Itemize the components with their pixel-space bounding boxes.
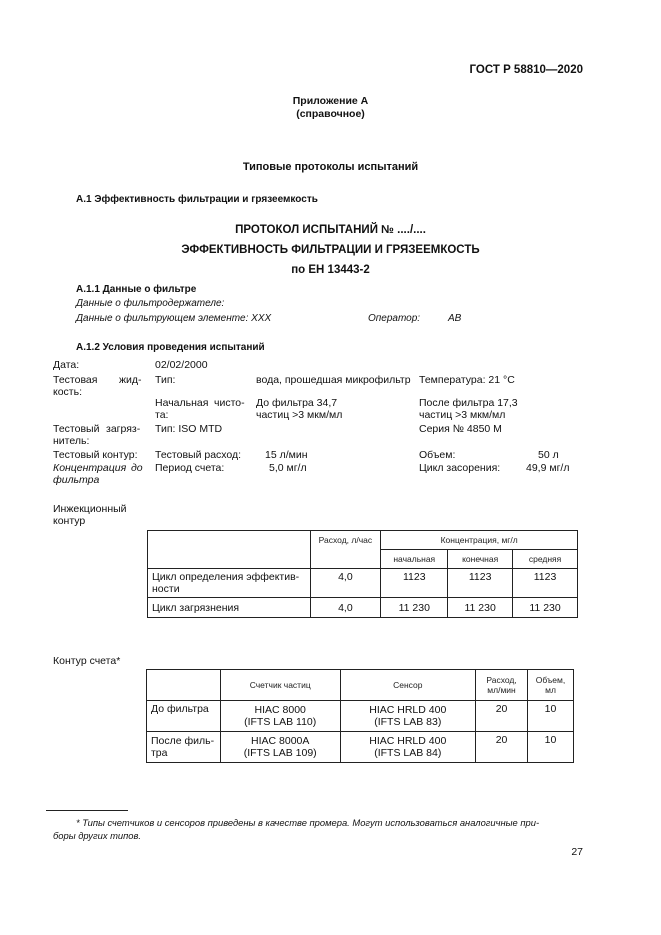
counting-header-sensor: Сенсор [340, 670, 476, 701]
a1-heading: А.1 Эффективность фильтрации и грязеемкость [76, 194, 318, 205]
section-title: Типовые протоколы испытаний [242, 161, 419, 173]
a12-heading: А.1.2 Условия проведения испытаний [76, 342, 265, 353]
row-name-line-1: Цикл определения эффектив- [152, 571, 300, 583]
after-filter-2: частиц >3 мкм/мл [419, 409, 506, 421]
footnote-line-2: боры других типов. [53, 830, 141, 841]
injection-header-concentration: Концентрация, мг/л [381, 531, 578, 550]
purity-label-2: та: [155, 409, 169, 421]
row-sensor-line-1: HIAC HRLD 400 [369, 735, 447, 747]
volume-label: Объем: [419, 449, 456, 461]
counting-header-counter: Счетчик частиц [220, 670, 340, 701]
row-name-line-2: ности [152, 583, 180, 595]
operator-value: АВ [448, 313, 462, 324]
row-sensor-line-2: (IFTS LAB 84) [374, 747, 442, 759]
row-name [148, 569, 311, 598]
liquid-label-2: кость: [53, 386, 82, 398]
counting-table [146, 669, 574, 763]
temperature: Температура: 21 °С [419, 374, 515, 386]
footnote-line-1: * Типы счетчиков и сенсоров приведены в качестве промера. Могут использоваться аналогичные при- [76, 817, 540, 828]
row-final: 1123 [448, 569, 513, 598]
type-value: вода, прошедшая микрофильтр [256, 374, 411, 386]
date-value: 02/02/2000 [155, 359, 208, 371]
counting-header-flow-line-1: Расход, [486, 675, 517, 685]
protocol-line-3: по ЕН 13443-2 [291, 264, 370, 276]
injection-header-initial: начальная [381, 550, 448, 569]
standard-number: ГОСТ Р 58810—2020 [469, 64, 583, 76]
flow-label: Тестовый расход: [155, 449, 242, 461]
protocol-line-1: ПРОТОКОЛ ИСПЫТАНИЙ № ..../.... [235, 224, 426, 236]
cycle-value: 49,9 мг/л [526, 462, 570, 474]
volume-value: 50 л [538, 449, 559, 461]
appendix-note: (справочное) [296, 108, 365, 120]
injection-header-flow: Расход, л/час [310, 531, 381, 569]
row-flow: 4,0 [310, 598, 381, 618]
table-row [148, 598, 578, 618]
row-name: До фильтра [147, 701, 221, 732]
injection-header-final: конечная [448, 550, 513, 569]
appendix-title: Приложение А [292, 95, 369, 107]
injection-table [147, 530, 578, 618]
cycle-label: Цикл засорения: [419, 462, 501, 474]
contaminant-label-1: Тестовый [53, 423, 100, 435]
row-sensor [340, 701, 476, 732]
counting-header-volume-line-2: мл [545, 685, 556, 695]
liquid-label-1b: жид- [119, 374, 142, 386]
filter-holder-data: Данные о фильтродержателе: [76, 298, 225, 309]
counting-header-empty [147, 670, 221, 701]
period-value: 5,0 мг/л [269, 462, 307, 474]
type-label: Тип: [155, 374, 176, 386]
row-flow: 4,0 [310, 569, 381, 598]
injection-table-header-row [148, 531, 578, 550]
counting-table-header-row [147, 670, 574, 701]
circuit-label: Тестовый контур: [53, 449, 138, 461]
period-label: Период счета: [155, 462, 225, 474]
row-name [147, 732, 221, 763]
contaminant-type: Тип: ISO MTD [155, 423, 223, 435]
table-row [147, 732, 574, 763]
date-label: Дата: [53, 359, 80, 371]
concentration-label-2: фильтра [53, 474, 100, 486]
page-number: 27 [571, 846, 583, 858]
row-counter-line-2: (IFTS LAB 109) [243, 747, 317, 759]
before-filter-2: частиц >3 мкм/мл [256, 409, 343, 421]
after-filter-1: После фильтра 17,3 [419, 397, 518, 409]
footnote-divider [46, 810, 128, 811]
row-name-line-2: тра [151, 747, 168, 759]
counting-header-flow-line-2: мл/мин [487, 685, 516, 695]
row-average: 1123 [513, 569, 578, 598]
row-counter-line-1: HIAC 8000 [254, 704, 306, 716]
purity-label-1b: чисто- [214, 397, 245, 409]
protocol-line-2: ЭФФЕКТИВНОСТЬ ФИЛЬТРАЦИИ И ГРЯЗЕЕМКОСТЬ [181, 244, 480, 256]
counting-header-volume [528, 670, 574, 701]
counting-header-flow [476, 670, 528, 701]
row-counter [220, 732, 340, 763]
row-initial: 1123 [381, 569, 448, 598]
injection-label-2: контур [53, 515, 86, 527]
row-initial: 11 230 [381, 598, 448, 618]
concentration-label-1: Концентрация [53, 462, 127, 474]
counting-label: Контур счета* [53, 655, 121, 667]
row-name: Цикл загрязнения [148, 598, 311, 618]
row-name-line-1: После филь- [151, 735, 215, 747]
series-number: Серия № 4850 М [419, 423, 502, 435]
row-counter-line-2: (IFTS LAB 110) [244, 716, 317, 728]
row-flow: 20 [476, 701, 528, 732]
row-average: 11 230 [513, 598, 578, 618]
flow-value: 15 л/мин [265, 449, 308, 461]
row-sensor-line-1: HIAC HRLD 400 [369, 704, 447, 716]
a11-heading: А.1.1 Данные о фильтре [76, 284, 197, 295]
row-counter-line-1: HIAC 8000A [251, 735, 310, 747]
row-flow: 20 [476, 732, 528, 763]
contaminant-label-2: нитель: [53, 435, 90, 447]
table-row [148, 569, 578, 598]
row-sensor-line-2: (IFTS LAB 83) [374, 716, 442, 728]
table-row [147, 701, 574, 732]
filter-element-data: Данные о фильтрующем элементе: ХХХ [76, 313, 272, 324]
row-sensor [340, 732, 476, 763]
injection-header-empty [148, 531, 311, 569]
purity-label-1: Начальная [155, 397, 209, 409]
contaminant-label-1b: загряз- [106, 423, 141, 435]
operator-label: Оператор: [368, 313, 421, 324]
concentration-label-1b: до [131, 462, 143, 474]
liquid-label-1: Тестовая [53, 374, 98, 386]
row-volume: 10 [528, 732, 574, 763]
row-counter [220, 701, 340, 732]
before-filter-1: До фильтра 34,7 [256, 397, 338, 409]
counting-header-volume-line-1: Объем, [535, 675, 566, 685]
injection-label-1: Инжекционный [53, 503, 127, 515]
injection-header-average: средняя [513, 550, 578, 569]
row-final: 11 230 [448, 598, 513, 618]
row-volume: 10 [528, 701, 574, 732]
